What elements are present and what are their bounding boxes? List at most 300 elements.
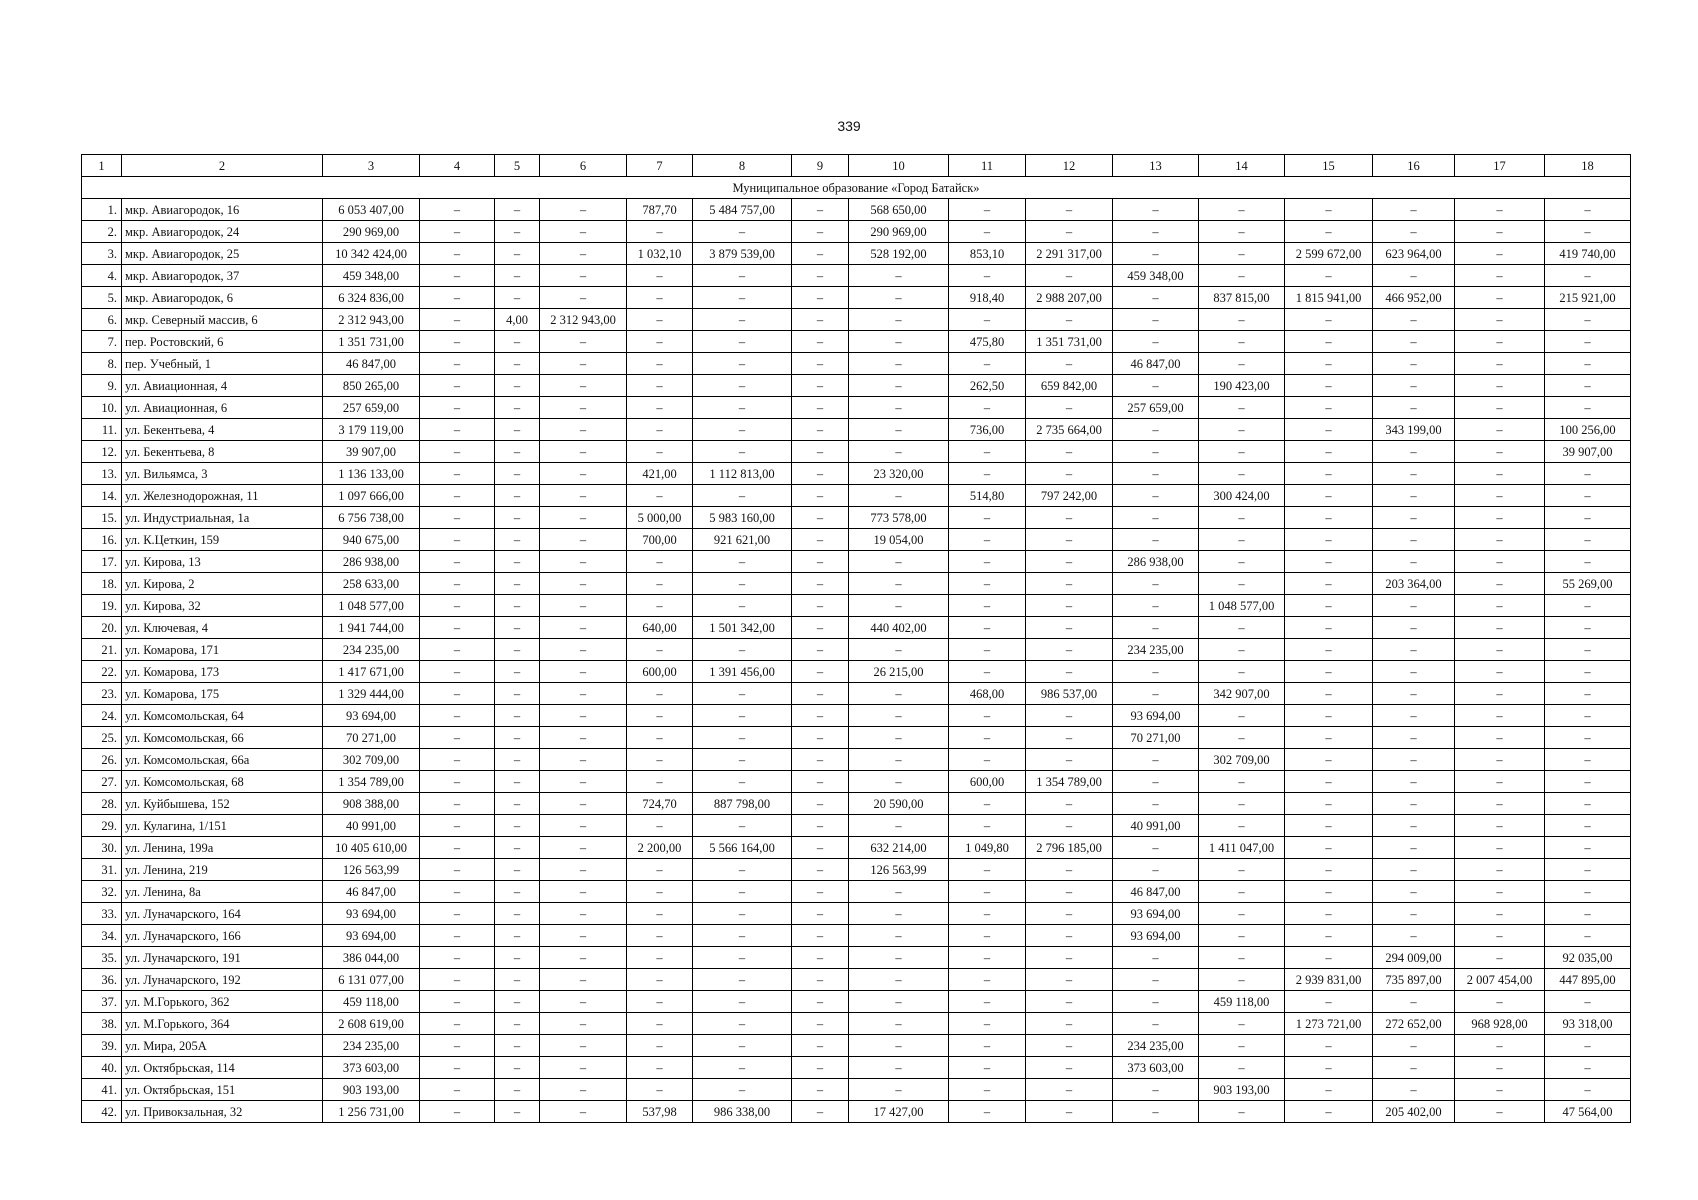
- value-cell: –: [1199, 551, 1285, 573]
- value-cell: –: [1455, 639, 1545, 661]
- value-cell: –: [1026, 881, 1113, 903]
- value-cell: –: [1285, 463, 1373, 485]
- value-cell: –: [1545, 815, 1631, 837]
- value-cell: –: [1455, 353, 1545, 375]
- value-cell: –: [1285, 397, 1373, 419]
- value-cell: –: [540, 1057, 627, 1079]
- row-number-cell: 5.: [82, 287, 122, 309]
- value-cell: 3 879 539,00: [693, 243, 792, 265]
- address-cell: мкр. Северный массив, 6: [122, 309, 323, 331]
- row-number-cell: 10.: [82, 397, 122, 419]
- value-cell: –: [1113, 991, 1199, 1013]
- row-number-cell: 4.: [82, 265, 122, 287]
- total-cost-cell: 234 235,00: [323, 1035, 420, 1057]
- value-cell: –: [1026, 639, 1113, 661]
- row-number-cell: 2.: [82, 221, 122, 243]
- value-cell: –: [420, 969, 495, 991]
- value-cell: 468,00: [949, 683, 1026, 705]
- table-row: [82, 331, 1631, 353]
- value-cell: –: [693, 551, 792, 573]
- value-cell: –: [1455, 991, 1545, 1013]
- value-cell: –: [792, 771, 849, 793]
- value-cell: –: [849, 1013, 949, 1035]
- table-row: [82, 243, 1631, 265]
- value-cell: –: [1285, 639, 1373, 661]
- value-cell: –: [1026, 661, 1113, 683]
- value-cell: –: [792, 1057, 849, 1079]
- value-cell: –: [1285, 859, 1373, 881]
- value-cell: –: [420, 397, 495, 419]
- row-number-cell: 16.: [82, 529, 122, 551]
- value-cell: –: [792, 441, 849, 463]
- table-row: [82, 815, 1631, 837]
- value-cell: –: [1199, 859, 1285, 881]
- value-cell: 5 566 164,00: [693, 837, 792, 859]
- value-cell: –: [1285, 771, 1373, 793]
- value-cell: –: [949, 463, 1026, 485]
- value-cell: –: [792, 1101, 849, 1123]
- total-cost-cell: 6 756 738,00: [323, 507, 420, 529]
- table-row: [82, 639, 1631, 661]
- value-cell: –: [420, 881, 495, 903]
- value-cell: –: [1113, 507, 1199, 529]
- value-cell: –: [627, 397, 693, 419]
- value-cell: –: [1113, 287, 1199, 309]
- value-cell: –: [849, 309, 949, 331]
- value-cell: –: [693, 309, 792, 331]
- row-number-cell: 15.: [82, 507, 122, 529]
- value-cell: –: [1373, 507, 1455, 529]
- total-cost-cell: 1 351 731,00: [323, 331, 420, 353]
- value-cell: 528 192,00: [849, 243, 949, 265]
- value-cell: –: [1373, 309, 1455, 331]
- value-cell: –: [1545, 1079, 1631, 1101]
- value-cell: –: [627, 309, 693, 331]
- value-cell: –: [1545, 639, 1631, 661]
- value-cell: 887 798,00: [693, 793, 792, 815]
- value-cell: –: [1455, 265, 1545, 287]
- column-number-cell: 15: [1285, 155, 1373, 177]
- value-cell: –: [849, 1079, 949, 1101]
- value-cell: –: [1285, 221, 1373, 243]
- value-cell: –: [420, 243, 495, 265]
- value-cell: 440 402,00: [849, 617, 949, 639]
- table-row: [82, 771, 1631, 793]
- total-cost-cell: 1 354 789,00: [323, 771, 420, 793]
- value-cell: 986 338,00: [693, 1101, 792, 1123]
- value-cell: –: [495, 837, 540, 859]
- value-cell: –: [849, 991, 949, 1013]
- value-cell: –: [1113, 749, 1199, 771]
- value-cell: –: [627, 221, 693, 243]
- value-cell: –: [1199, 221, 1285, 243]
- value-cell: –: [1545, 903, 1631, 925]
- value-cell: –: [693, 287, 792, 309]
- value-cell: –: [1199, 881, 1285, 903]
- address-cell: ул. Октябрьская, 114: [122, 1057, 323, 1079]
- total-cost-cell: 1 136 133,00: [323, 463, 420, 485]
- value-cell: –: [949, 947, 1026, 969]
- row-number-cell: 1.: [82, 199, 122, 221]
- value-cell: –: [1455, 683, 1545, 705]
- row-number-cell: 29.: [82, 815, 122, 837]
- value-cell: –: [420, 551, 495, 573]
- value-cell: 47 564,00: [1545, 1101, 1631, 1123]
- address-cell: ул. Луначарского, 164: [122, 903, 323, 925]
- table-row: [82, 419, 1631, 441]
- value-cell: –: [949, 815, 1026, 837]
- value-cell: –: [693, 331, 792, 353]
- value-cell: –: [420, 705, 495, 727]
- value-cell: –: [1026, 573, 1113, 595]
- value-cell: –: [1026, 617, 1113, 639]
- value-cell: –: [1199, 793, 1285, 815]
- value-cell: –: [540, 1101, 627, 1123]
- value-cell: –: [420, 331, 495, 353]
- value-cell: –: [1199, 947, 1285, 969]
- value-cell: –: [495, 375, 540, 397]
- value-cell: –: [1455, 485, 1545, 507]
- value-cell: –: [627, 353, 693, 375]
- value-cell: –: [693, 815, 792, 837]
- address-cell: ул. Комсомольская, 66а: [122, 749, 323, 771]
- value-cell: –: [627, 815, 693, 837]
- value-cell: –: [1545, 309, 1631, 331]
- column-number-cell: 10: [849, 155, 949, 177]
- value-cell: –: [627, 881, 693, 903]
- address-cell: ул. Комсомольская, 68: [122, 771, 323, 793]
- table-row: [82, 375, 1631, 397]
- value-cell: –: [849, 353, 949, 375]
- value-cell: –: [420, 221, 495, 243]
- value-cell: –: [1026, 969, 1113, 991]
- value-cell: –: [949, 441, 1026, 463]
- value-cell: –: [1199, 639, 1285, 661]
- total-cost-cell: 93 694,00: [323, 903, 420, 925]
- row-number-cell: 34.: [82, 925, 122, 947]
- value-cell: 2 312 943,00: [540, 309, 627, 331]
- value-cell: –: [420, 903, 495, 925]
- value-cell: 1 391 456,00: [693, 661, 792, 683]
- table-row: [82, 727, 1631, 749]
- value-cell: 234 235,00: [1113, 1035, 1199, 1057]
- value-cell: –: [1373, 991, 1455, 1013]
- total-cost-cell: 1 256 731,00: [323, 1101, 420, 1123]
- value-cell: –: [540, 837, 627, 859]
- value-cell: –: [1285, 793, 1373, 815]
- value-cell: –: [849, 683, 949, 705]
- value-cell: –: [849, 705, 949, 727]
- value-cell: –: [1545, 925, 1631, 947]
- total-cost-cell: 850 265,00: [323, 375, 420, 397]
- row-number-cell: 12.: [82, 441, 122, 463]
- value-cell: –: [495, 1013, 540, 1035]
- table-row: [82, 287, 1631, 309]
- value-cell: –: [949, 749, 1026, 771]
- address-cell: ул. Ключевая, 4: [122, 617, 323, 639]
- value-cell: 373 603,00: [1113, 1057, 1199, 1079]
- value-cell: 23 320,00: [849, 463, 949, 485]
- value-cell: –: [1285, 837, 1373, 859]
- value-cell: –: [420, 485, 495, 507]
- value-cell: –: [1285, 1035, 1373, 1057]
- table-row: [82, 199, 1631, 221]
- value-cell: 2 007 454,00: [1455, 969, 1545, 991]
- value-cell: –: [495, 287, 540, 309]
- value-cell: –: [1455, 727, 1545, 749]
- value-cell: –: [1545, 551, 1631, 573]
- address-cell: ул. Мира, 205А: [122, 1035, 323, 1057]
- address-cell: ул. Кирова, 32: [122, 595, 323, 617]
- value-cell: –: [1285, 309, 1373, 331]
- value-cell: 20 590,00: [849, 793, 949, 815]
- value-cell: 272 652,00: [1373, 1013, 1455, 1035]
- address-cell: ул. Авиационная, 6: [122, 397, 323, 419]
- value-cell: –: [627, 287, 693, 309]
- total-cost-cell: 1 329 444,00: [323, 683, 420, 705]
- table-row: [82, 947, 1631, 969]
- value-cell: –: [1026, 705, 1113, 727]
- value-cell: –: [420, 727, 495, 749]
- value-cell: –: [420, 793, 495, 815]
- table-row: [82, 441, 1631, 463]
- table-row: [82, 353, 1631, 375]
- value-cell: –: [1285, 375, 1373, 397]
- address-cell: ул. Комсомольская, 66: [122, 727, 323, 749]
- value-cell: –: [1285, 947, 1373, 969]
- total-cost-cell: 93 694,00: [323, 705, 420, 727]
- value-cell: –: [1373, 265, 1455, 287]
- value-cell: –: [540, 639, 627, 661]
- value-cell: –: [495, 419, 540, 441]
- row-number-cell: 17.: [82, 551, 122, 573]
- value-cell: –: [949, 903, 1026, 925]
- value-cell: –: [1199, 463, 1285, 485]
- value-cell: –: [1373, 859, 1455, 881]
- value-cell: –: [792, 639, 849, 661]
- value-cell: 773 578,00: [849, 507, 949, 529]
- value-cell: –: [1455, 221, 1545, 243]
- value-cell: –: [1113, 859, 1199, 881]
- value-cell: –: [1373, 331, 1455, 353]
- value-cell: –: [1455, 375, 1545, 397]
- value-cell: –: [540, 727, 627, 749]
- value-cell: –: [1373, 595, 1455, 617]
- value-cell: –: [1545, 1035, 1631, 1057]
- value-cell: –: [1545, 991, 1631, 1013]
- value-cell: 623 964,00: [1373, 243, 1455, 265]
- address-cell: ул. Комсомольская, 64: [122, 705, 323, 727]
- value-cell: 126 563,99: [849, 859, 949, 881]
- value-cell: –: [849, 485, 949, 507]
- value-cell: –: [1373, 683, 1455, 705]
- value-cell: –: [495, 573, 540, 595]
- value-cell: –: [1113, 441, 1199, 463]
- value-cell: –: [1285, 727, 1373, 749]
- value-cell: –: [495, 881, 540, 903]
- value-cell: 459 348,00: [1113, 265, 1199, 287]
- value-cell: –: [949, 793, 1026, 815]
- value-cell: –: [693, 353, 792, 375]
- column-number-cell: 5: [495, 155, 540, 177]
- address-cell: ул. Ленина, 199а: [122, 837, 323, 859]
- value-cell: –: [1545, 265, 1631, 287]
- value-cell: –: [420, 859, 495, 881]
- value-cell: –: [693, 639, 792, 661]
- value-cell: 2 599 672,00: [1285, 243, 1373, 265]
- value-cell: –: [1026, 793, 1113, 815]
- value-cell: –: [1285, 441, 1373, 463]
- value-cell: –: [693, 705, 792, 727]
- row-number-cell: 9.: [82, 375, 122, 397]
- value-cell: –: [540, 441, 627, 463]
- value-cell: –: [949, 639, 1026, 661]
- value-cell: 93 694,00: [1113, 903, 1199, 925]
- value-cell: –: [1199, 529, 1285, 551]
- table-row: [82, 1035, 1631, 1057]
- value-cell: 1 411 047,00: [1199, 837, 1285, 859]
- value-cell: –: [627, 771, 693, 793]
- section-title: Муниципальное образование «Город Батайск»: [82, 177, 1631, 199]
- value-cell: –: [849, 375, 949, 397]
- value-cell: 93 694,00: [1113, 925, 1199, 947]
- value-cell: –: [1455, 793, 1545, 815]
- value-cell: 903 193,00: [1199, 1079, 1285, 1101]
- value-cell: –: [1373, 551, 1455, 573]
- column-number-cell: 6: [540, 155, 627, 177]
- value-cell: –: [540, 463, 627, 485]
- value-cell: –: [1455, 419, 1545, 441]
- value-cell: –: [1545, 771, 1631, 793]
- value-cell: –: [495, 243, 540, 265]
- value-cell: –: [495, 793, 540, 815]
- value-cell: –: [420, 947, 495, 969]
- row-number-cell: 8.: [82, 353, 122, 375]
- address-cell: ул. Бекентьева, 8: [122, 441, 323, 463]
- value-cell: 514,80: [949, 485, 1026, 507]
- value-cell: –: [627, 639, 693, 661]
- value-cell: –: [849, 1057, 949, 1079]
- value-cell: –: [792, 947, 849, 969]
- value-cell: –: [849, 925, 949, 947]
- value-cell: 568 650,00: [849, 199, 949, 221]
- value-cell: 853,10: [949, 243, 1026, 265]
- value-cell: –: [693, 221, 792, 243]
- value-cell: –: [420, 309, 495, 331]
- value-cell: –: [792, 815, 849, 837]
- total-cost-cell: 286 938,00: [323, 551, 420, 573]
- value-cell: –: [1026, 727, 1113, 749]
- table-row: [82, 617, 1631, 639]
- column-number-cell: 12: [1026, 155, 1113, 177]
- value-cell: –: [1455, 837, 1545, 859]
- value-cell: –: [1545, 507, 1631, 529]
- value-cell: –: [949, 199, 1026, 221]
- value-cell: 421,00: [627, 463, 693, 485]
- value-cell: –: [1455, 463, 1545, 485]
- value-cell: –: [1113, 221, 1199, 243]
- column-number-cell: 2: [122, 155, 323, 177]
- total-cost-cell: 1 941 744,00: [323, 617, 420, 639]
- value-cell: –: [540, 749, 627, 771]
- value-cell: –: [1455, 617, 1545, 639]
- total-cost-cell: 373 603,00: [323, 1057, 420, 1079]
- value-cell: 736,00: [949, 419, 1026, 441]
- value-cell: –: [1199, 265, 1285, 287]
- total-cost-cell: 903 193,00: [323, 1079, 420, 1101]
- value-cell: –: [1026, 199, 1113, 221]
- row-number-cell: 36.: [82, 969, 122, 991]
- value-cell: –: [540, 881, 627, 903]
- value-cell: –: [540, 1035, 627, 1057]
- value-cell: –: [495, 595, 540, 617]
- value-cell: –: [849, 573, 949, 595]
- value-cell: 93 694,00: [1113, 705, 1199, 727]
- address-cell: ул. К.Цеткин, 159: [122, 529, 323, 551]
- row-number-cell: 37.: [82, 991, 122, 1013]
- value-cell: –: [420, 1079, 495, 1101]
- value-cell: –: [540, 771, 627, 793]
- value-cell: –: [693, 595, 792, 617]
- value-cell: –: [1455, 1035, 1545, 1057]
- value-cell: –: [949, 661, 1026, 683]
- total-cost-cell: 908 388,00: [323, 793, 420, 815]
- value-cell: –: [949, 397, 1026, 419]
- row-number-cell: 14.: [82, 485, 122, 507]
- value-cell: 17 427,00: [849, 1101, 949, 1123]
- table-row: [82, 881, 1631, 903]
- value-cell: –: [1113, 375, 1199, 397]
- value-cell: –: [420, 639, 495, 661]
- value-cell: –: [1199, 617, 1285, 639]
- value-cell: 100 256,00: [1545, 419, 1631, 441]
- value-cell: –: [1373, 529, 1455, 551]
- value-cell: –: [495, 463, 540, 485]
- table-row: [82, 551, 1631, 573]
- row-number-cell: 25.: [82, 727, 122, 749]
- value-cell: 342 907,00: [1199, 683, 1285, 705]
- value-cell: –: [627, 969, 693, 991]
- value-cell: –: [1455, 705, 1545, 727]
- value-cell: 2 735 664,00: [1026, 419, 1113, 441]
- value-cell: 190 423,00: [1199, 375, 1285, 397]
- value-cell: –: [1545, 397, 1631, 419]
- value-cell: –: [1285, 1079, 1373, 1101]
- value-cell: –: [1199, 441, 1285, 463]
- row-number-cell: 20.: [82, 617, 122, 639]
- value-cell: –: [1373, 1035, 1455, 1057]
- value-cell: –: [1545, 221, 1631, 243]
- value-cell: 262,50: [949, 375, 1026, 397]
- row-number-cell: 27.: [82, 771, 122, 793]
- value-cell: –: [540, 551, 627, 573]
- value-cell: –: [1373, 903, 1455, 925]
- value-cell: –: [849, 287, 949, 309]
- value-cell: –: [792, 727, 849, 749]
- value-cell: 234 235,00: [1113, 639, 1199, 661]
- value-cell: –: [420, 925, 495, 947]
- value-cell: –: [792, 463, 849, 485]
- value-cell: –: [849, 969, 949, 991]
- value-cell: –: [1285, 903, 1373, 925]
- value-cell: –: [1113, 947, 1199, 969]
- value-cell: –: [420, 463, 495, 485]
- value-cell: –: [693, 1079, 792, 1101]
- total-cost-cell: 3 179 119,00: [323, 419, 420, 441]
- value-cell: 19 054,00: [849, 529, 949, 551]
- value-cell: –: [627, 1057, 693, 1079]
- value-cell: –: [495, 551, 540, 573]
